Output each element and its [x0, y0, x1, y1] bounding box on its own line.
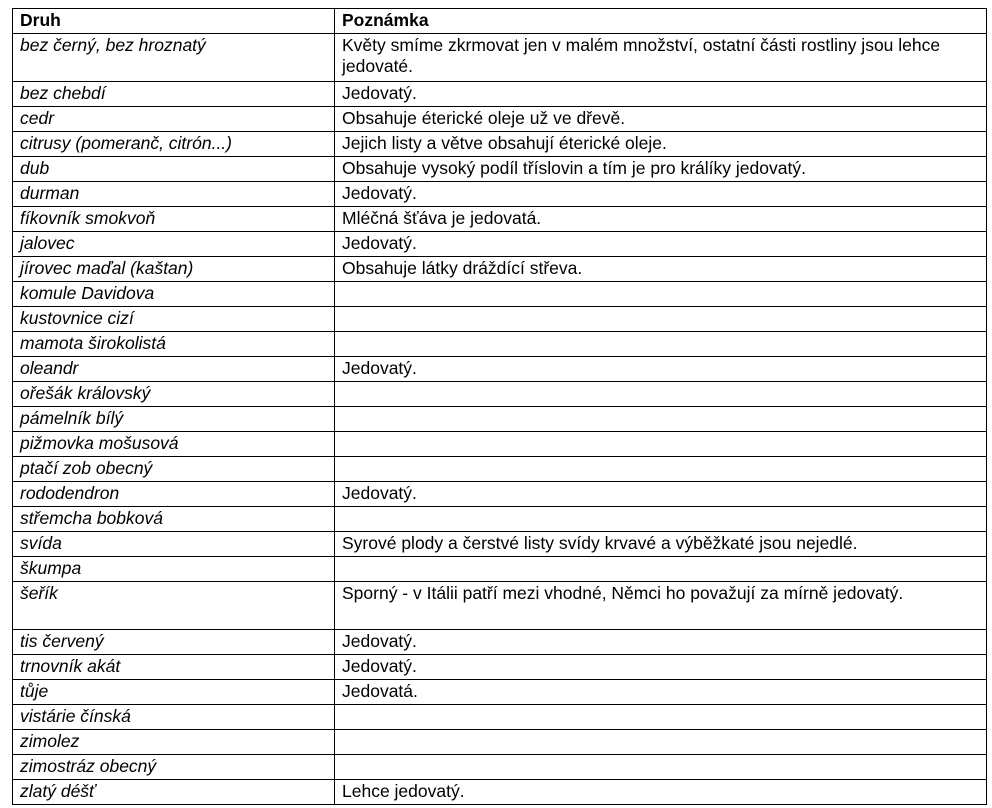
note-cell: Jedovatý. [335, 630, 987, 655]
species-cell: citrusy (pomeranč, citrón...) [13, 132, 335, 157]
table-row [13, 182, 987, 207]
table-row [13, 407, 987, 432]
table-row [13, 107, 987, 132]
note-cell: Jedovatý. [335, 232, 987, 257]
note-cell: Mléčná šťáva je jedovatá. [335, 207, 987, 232]
note-cell [335, 407, 987, 432]
species-cell: ořešák královský [13, 382, 335, 407]
note-cell: Obsahuje vysoký podíl tříslovin a tím je pro králíky jedovatý. [335, 157, 987, 182]
species-cell: durman [13, 182, 335, 207]
species-cell: střemcha bobková [13, 507, 335, 532]
species-cell: jalovec [13, 232, 335, 257]
species-cell: bez černý, bez hroznatý [13, 34, 335, 82]
table-row [13, 307, 987, 332]
note-cell: Jedovatý. [335, 82, 987, 107]
species-cell: pižmovka mošusová [13, 432, 335, 457]
table-row [13, 730, 987, 755]
header-note: Poznámka [335, 9, 987, 34]
species-cell: dub [13, 157, 335, 182]
species-cell: tůje [13, 680, 335, 705]
species-cell: bez chebdí [13, 82, 335, 107]
note-cell [335, 507, 987, 532]
species-cell: šeřík [13, 582, 335, 630]
note-cell [335, 307, 987, 332]
note-cell: Obsahuje látky dráždící střeva. [335, 257, 987, 282]
note-cell [335, 557, 987, 582]
note-cell: Květy smíme zkrmovat jen v malém množství, ostatní části rostliny jsou lehce jedovaté. [335, 34, 987, 82]
table-row [13, 655, 987, 680]
species-cell: zimolez [13, 730, 335, 755]
species-cell: trnovník akát [13, 655, 335, 680]
table-row [13, 332, 987, 357]
note-cell [335, 432, 987, 457]
note-cell [335, 457, 987, 482]
species-cell: zimostráz obecný [13, 755, 335, 780]
species-cell: cedr [13, 107, 335, 132]
header-species: Druh [13, 9, 335, 34]
note-cell: Syrové plody a čerstvé listy svídy krvavé a výběžkaté jsou nejedlé. [335, 532, 987, 557]
table-row [13, 432, 987, 457]
table-row [13, 157, 987, 182]
species-cell: škumpa [13, 557, 335, 582]
species-cell: svída [13, 532, 335, 557]
species-cell: fíkovník smokvoň [13, 207, 335, 232]
note-cell: Jedovatý. [335, 482, 987, 507]
table-row [13, 780, 987, 805]
species-cell: vistárie čínská [13, 705, 335, 730]
note-cell: Jedovatý. [335, 357, 987, 382]
table-row [13, 207, 987, 232]
note-cell [335, 282, 987, 307]
table-row [13, 755, 987, 780]
species-cell: oleandr [13, 357, 335, 382]
note-cell [335, 730, 987, 755]
table-row [13, 457, 987, 482]
species-cell: pámelník bílý [13, 407, 335, 432]
table-row [13, 232, 987, 257]
note-cell [335, 332, 987, 357]
table-row [13, 382, 987, 407]
note-cell: Lehce jedovatý. [335, 780, 987, 805]
table-row [13, 82, 987, 107]
note-cell: Sporný - v Itálii patří mezi vhodné, Němci ho považují za mírně jedovatý. [335, 582, 987, 630]
note-cell: Obsahuje éterické oleje už ve dřevě. [335, 107, 987, 132]
note-cell [335, 705, 987, 730]
table-row [13, 557, 987, 582]
species-cell: rododendron [13, 482, 335, 507]
table-row [13, 132, 987, 157]
species-cell: zlatý déšť [13, 780, 335, 805]
species-cell: mamota širokolistá [13, 332, 335, 357]
species-cell: ptačí zob obecný [13, 457, 335, 482]
note-cell [335, 382, 987, 407]
plant-table [12, 8, 987, 805]
header-row [13, 9, 987, 34]
table-row [13, 582, 987, 630]
note-cell: Jedovatý. [335, 655, 987, 680]
note-cell: Jedovatá. [335, 680, 987, 705]
species-cell: tis červený [13, 630, 335, 655]
species-cell: jírovec maďal (kaštan) [13, 257, 335, 282]
table-row [13, 680, 987, 705]
species-cell: komule Davidova [13, 282, 335, 307]
species-cell: kustovnice cizí [13, 307, 335, 332]
note-cell: Jedovatý. [335, 182, 987, 207]
table-row [13, 34, 987, 82]
table-row [13, 257, 987, 282]
table-row [13, 630, 987, 655]
table-row [13, 482, 987, 507]
table-row [13, 357, 987, 382]
table-row [13, 282, 987, 307]
table-row [13, 532, 987, 557]
table-row [13, 705, 987, 730]
table-row [13, 507, 987, 532]
note-cell [335, 755, 987, 780]
note-cell: Jejich listy a větve obsahují éterické oleje. [335, 132, 987, 157]
